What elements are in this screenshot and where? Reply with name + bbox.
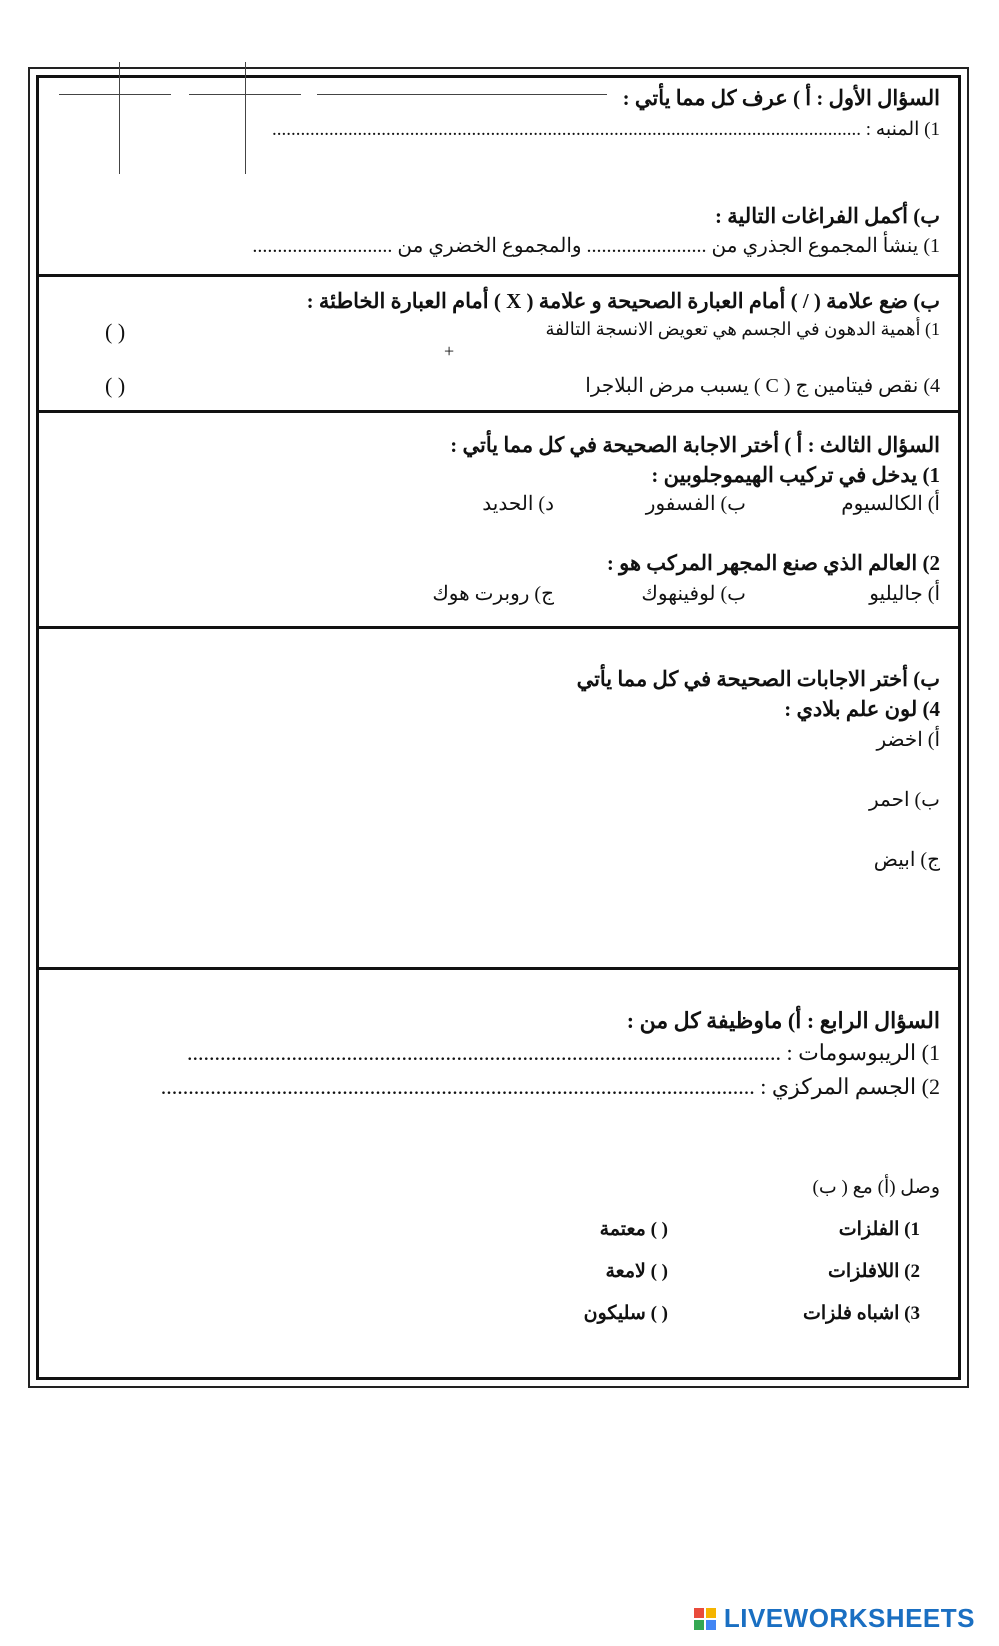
option-b[interactable]: ب) لوفينهوك xyxy=(641,583,746,605)
answer-parentheses[interactable]: ( ) xyxy=(105,319,126,344)
true-false-item-1: 1) أهمية الدهون في الجسم هي تعويض الانسجة التالفة xyxy=(545,319,940,339)
option-d[interactable]: د) الحديد xyxy=(482,493,554,515)
section-true-false xyxy=(39,277,958,413)
question-1-part-b-title: ب) أكمل الفراغات التالية : xyxy=(714,204,940,228)
matching-right-3[interactable]: ( ) سليكون xyxy=(583,1303,668,1324)
question-3-sub-1: 1) يدخل في تركيب الهيموجلوبين : xyxy=(651,463,940,487)
option-a[interactable]: أ) الكالسيوم xyxy=(841,493,940,515)
matching-left-1: 1) الفلزات xyxy=(838,1219,920,1240)
worksheet-inner xyxy=(36,75,961,1380)
footer-brand xyxy=(694,1603,975,1634)
question-4-title: السؤال الرابع : أ) ماوظيفة كل من : xyxy=(626,1008,940,1033)
question-4-item-1: 1) الريبوسومات : ............................................................................................................ xyxy=(186,1040,940,1065)
matching-title: وصل (أ) مع ( ب) xyxy=(812,1177,940,1198)
option-a[interactable]: أ) جاليليو xyxy=(869,583,940,605)
section-question-3 xyxy=(39,413,958,629)
option-a[interactable]: أ) اخضر xyxy=(876,729,940,751)
plus-mark: + xyxy=(444,341,455,361)
decor-line xyxy=(59,94,171,95)
question-1-item-1: 1) المنبه : ............................................................................................................................ xyxy=(271,119,940,140)
option-c[interactable]: ج) ابيض xyxy=(873,849,940,871)
question-3-sub-2: 2) العالم الذي صنع المجهر المركب هو : xyxy=(606,551,940,575)
question-1-part-b-item-1: 1) ينشأ المجموع الجذري من ........................ والمجموع الخضري من ............................ xyxy=(252,235,940,257)
question-4-item-2: 2) الجسم المركزي : ............................................................................................................ xyxy=(160,1074,940,1099)
question-1-title: السؤال الأول : أ ) عرف كل مما يأتي : xyxy=(622,86,940,110)
question-3b-sub-4: 4) لون علم بلادي : xyxy=(784,697,940,721)
true-false-title: ب) ضع علامة ( / ) أمام العبارة الصحيحة و علامة ( X ) أمام العبارة الخاطئة : xyxy=(306,289,940,313)
decor-line xyxy=(317,94,607,95)
decor-line xyxy=(119,62,120,174)
true-false-item-4: 4) نقص فيتامين ج ( C ) يسبب مرض البلاجرا xyxy=(585,375,940,397)
section-question-3-part-b xyxy=(39,629,958,970)
answer-parentheses[interactable]: ( ) xyxy=(105,373,126,398)
section-question-4 xyxy=(39,970,958,1377)
matching-right-2[interactable]: ( ) لامعة xyxy=(605,1261,668,1282)
option-b[interactable]: ب) الفسفور xyxy=(645,493,746,515)
question-3-title: السؤال الثالث : أ ) أختر الاجابة الصحيحة في كل مما يأتي : xyxy=(450,433,940,457)
matching-right-1[interactable]: ( ) معتمة xyxy=(599,1219,668,1240)
option-b[interactable]: ب) احمر xyxy=(868,789,940,811)
matching-left-2: 2) اللافلزات xyxy=(827,1261,920,1282)
question-3b-title: ب) أختر الاجابات الصحيحة في كل مما يأتي xyxy=(576,667,940,691)
liveworksheets-logo-icon xyxy=(694,1608,716,1630)
option-c[interactable]: ج) روبرت هوك xyxy=(432,583,554,605)
worksheet-frame xyxy=(28,67,969,1388)
brand-name: LIVEWORKSHEETS xyxy=(723,1603,975,1633)
section-question-1 xyxy=(39,78,958,277)
matching-left-3: 3) اشباه فلزات xyxy=(802,1303,920,1324)
decor-line xyxy=(245,62,246,174)
